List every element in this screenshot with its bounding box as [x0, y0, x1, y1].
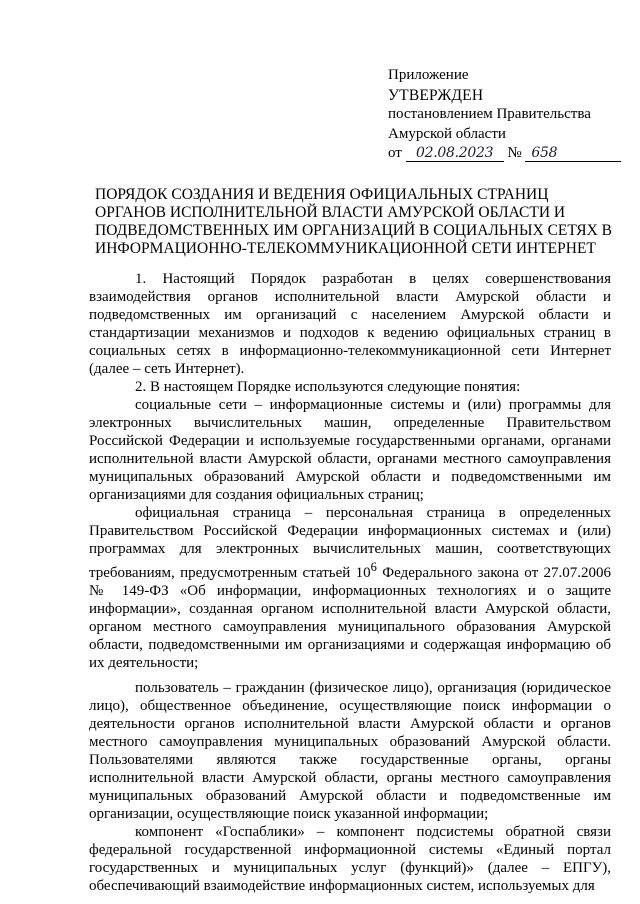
official-page-text-a: официальная страница – персональная страница в определенных Правительством Российской Федерации информационных системах и (или) программах для электронных вычислительных машин, соответствующих требованиям, предусмотренным статьей 10 [89, 505, 611, 581]
title-line: ОРГАНОВ ИСПОЛНИТЕЛЬНОЙ ВЛАСТИ АМУРСКОЙ ОБЛАСТИ И [95, 204, 566, 221]
document-title [95, 186, 613, 258]
title-line: ПОДВЕДОМСТВЕННЫХ ИМ ОРГАНИЗАЦИЙ В СОЦИАЛЬНЫХ СЕТЯХ В [95, 222, 613, 239]
paragraph-official-page [89, 504, 611, 672]
title-line: ПОРЯДОК СОЗДАНИЯ И ВЕДЕНИЯ ОФИЦИАЛЬНЫХ СТРАНИЦ [95, 186, 549, 203]
approved-label: УТВЕРЖДЕН [388, 86, 484, 104]
approval-block [388, 66, 628, 164]
decree-number: 658 [525, 145, 621, 162]
annex-label: Приложение [388, 67, 469, 83]
title-line: ИНФОРМАЦИОННО-ТЕЛЕКОММУНИКАЦИОННОЙ СЕТИ ИНТЕРНЕТ [95, 240, 596, 257]
from-prefix: от [388, 145, 402, 161]
official-page-text-b: Федерального закона от 27.07.2006 № 149-ФЗ «Об информации, информационных технологиях и о защите информации», созданная органом исполнительной власти Амурской области, органом местного самоуправления муниципального образования Амурской области, подведомственными им организациями и содержащая информацию об их деятельности; [89, 565, 611, 671]
paragraph-social-networks: социальные сети – информационные системы и (или) программы для электронных вычислительных машин, определенные Правительством Российской Федерации и используемые государственными органами, органами исполнительной власти Амурской области, органами местного самоуправления муниципальных образований Амурской области и подведомственными им организациями для создания официальных страниц; [89, 397, 611, 503]
decree-line: постановлением Правительства [388, 106, 591, 122]
paragraph-purpose: 1. Настоящий Порядок разработан в целях совершенствования взаимодействия органов исполнительной власти Амурской области и подведомственных им организаций с населением Амурской области и стандартизации механизмов и подходов к ведению официальных страниц в социальных сетях в информационно-телекоммуникационной сети Интернет (далее – сеть Интернет). [89, 271, 611, 377]
date-number-line [388, 144, 628, 164]
paragraph-gospubliki: компонент «Госпаблики» – компонент подсистемы обратной связи федеральной государственной информационной системы «Единый портал государственных и муниципальных услуг (функций)» (далее – ЕПГУ), обеспечивающий взаимодействие информационных систем, используемых для [89, 824, 611, 894]
article-superscript: 6 [370, 560, 377, 574]
document-body [89, 270, 611, 895]
paragraph-user: пользователь – гражданин (физическое лицо), организация (юридическое лицо), общественное объединение, осуществляющие поиск информации о деятельности органов исполнительной власти Амурской области и органов местного самоуправления муниципальных образований Амурской области. Пользователями являются также государственные органы, органы исполнительной власти Амурской области, органы местного самоуправления муниципальных образований Амурской области и подведомственные им организации, осуществляющие поиск указанной информации; [89, 680, 611, 822]
number-sign: № [507, 145, 522, 161]
paragraph-definitions-intro: 2. В настоящем Порядке используются следующие понятия: [135, 379, 521, 395]
region-line: Амурской области [388, 125, 506, 142]
decree-date: 02.08.2023 [406, 145, 504, 162]
